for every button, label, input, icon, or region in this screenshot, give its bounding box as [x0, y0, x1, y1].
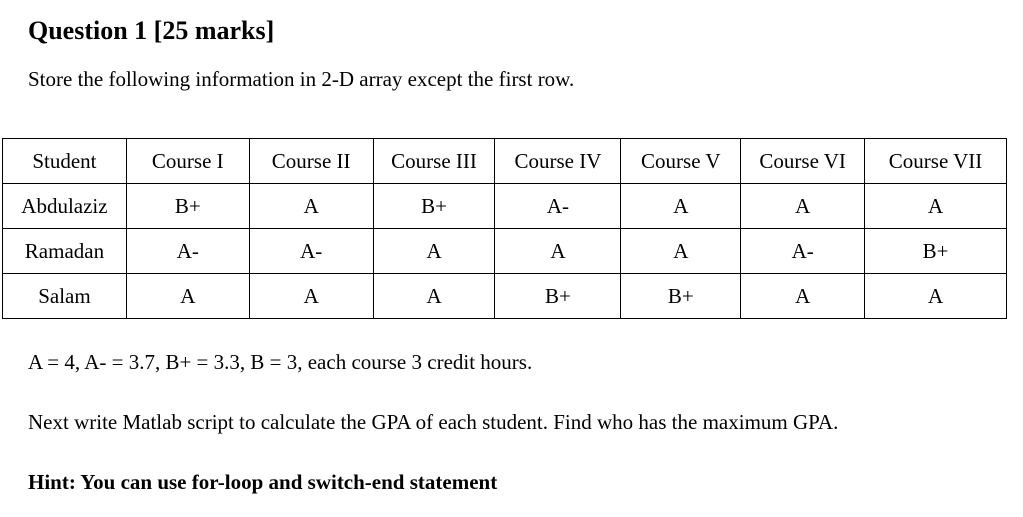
- grade-cell: A: [373, 229, 495, 274]
- table-header-row: [3, 139, 1007, 184]
- question-title: Question 1 [25 marks]: [28, 16, 275, 45]
- header-cell: Course IV: [495, 139, 621, 184]
- header-cell: Course III: [373, 139, 495, 184]
- instruction-text: Store the following information in 2-D array except the first row.: [28, 67, 575, 91]
- student-name-cell: Ramadan: [3, 229, 127, 274]
- grade-cell: A: [249, 184, 373, 229]
- header-cell: Course I: [126, 139, 249, 184]
- header-cell: Course II: [249, 139, 373, 184]
- student-name-cell: Salam: [3, 274, 127, 319]
- grade-cell: A: [865, 274, 1007, 319]
- header-cell: Course VI: [741, 139, 865, 184]
- table-row: [3, 229, 1007, 274]
- grade-scale-text: A = 4, A- = 3.7, B+ = 3.3, B = 3, each course 3 credit hours.: [28, 350, 533, 374]
- grade-cell: A: [373, 274, 495, 319]
- grade-cell: B+: [126, 184, 249, 229]
- header-cell: Course V: [621, 139, 741, 184]
- grade-cell: A: [865, 184, 1007, 229]
- grade-cell: B+: [373, 184, 495, 229]
- grade-cell: A: [495, 229, 621, 274]
- grade-cell: A-: [495, 184, 621, 229]
- grade-cell: B+: [495, 274, 621, 319]
- grade-cell: A-: [249, 229, 373, 274]
- grade-cell: A: [741, 274, 865, 319]
- header-cell: Student: [3, 139, 127, 184]
- hint-text: Hint: You can use for-loop and switch-end statement: [28, 470, 498, 494]
- grade-cell: B+: [621, 274, 741, 319]
- grade-cell: A: [126, 274, 249, 319]
- grade-cell: B+: [865, 229, 1007, 274]
- student-name-cell: Abdulaziz: [3, 184, 127, 229]
- grade-cell: A: [621, 229, 741, 274]
- grades-table: [2, 138, 1007, 319]
- header-cell: Course VII: [865, 139, 1007, 184]
- grade-cell: A-: [126, 229, 249, 274]
- grade-cell: A-: [741, 229, 865, 274]
- grade-cell: A: [621, 184, 741, 229]
- task-text: Next write Matlab script to calculate the GPA of each student. Find who has the maximum GPA.: [28, 410, 839, 434]
- table-row: [3, 274, 1007, 319]
- grade-cell: A: [249, 274, 373, 319]
- grade-cell: A: [741, 184, 865, 229]
- table-row: [3, 184, 1007, 229]
